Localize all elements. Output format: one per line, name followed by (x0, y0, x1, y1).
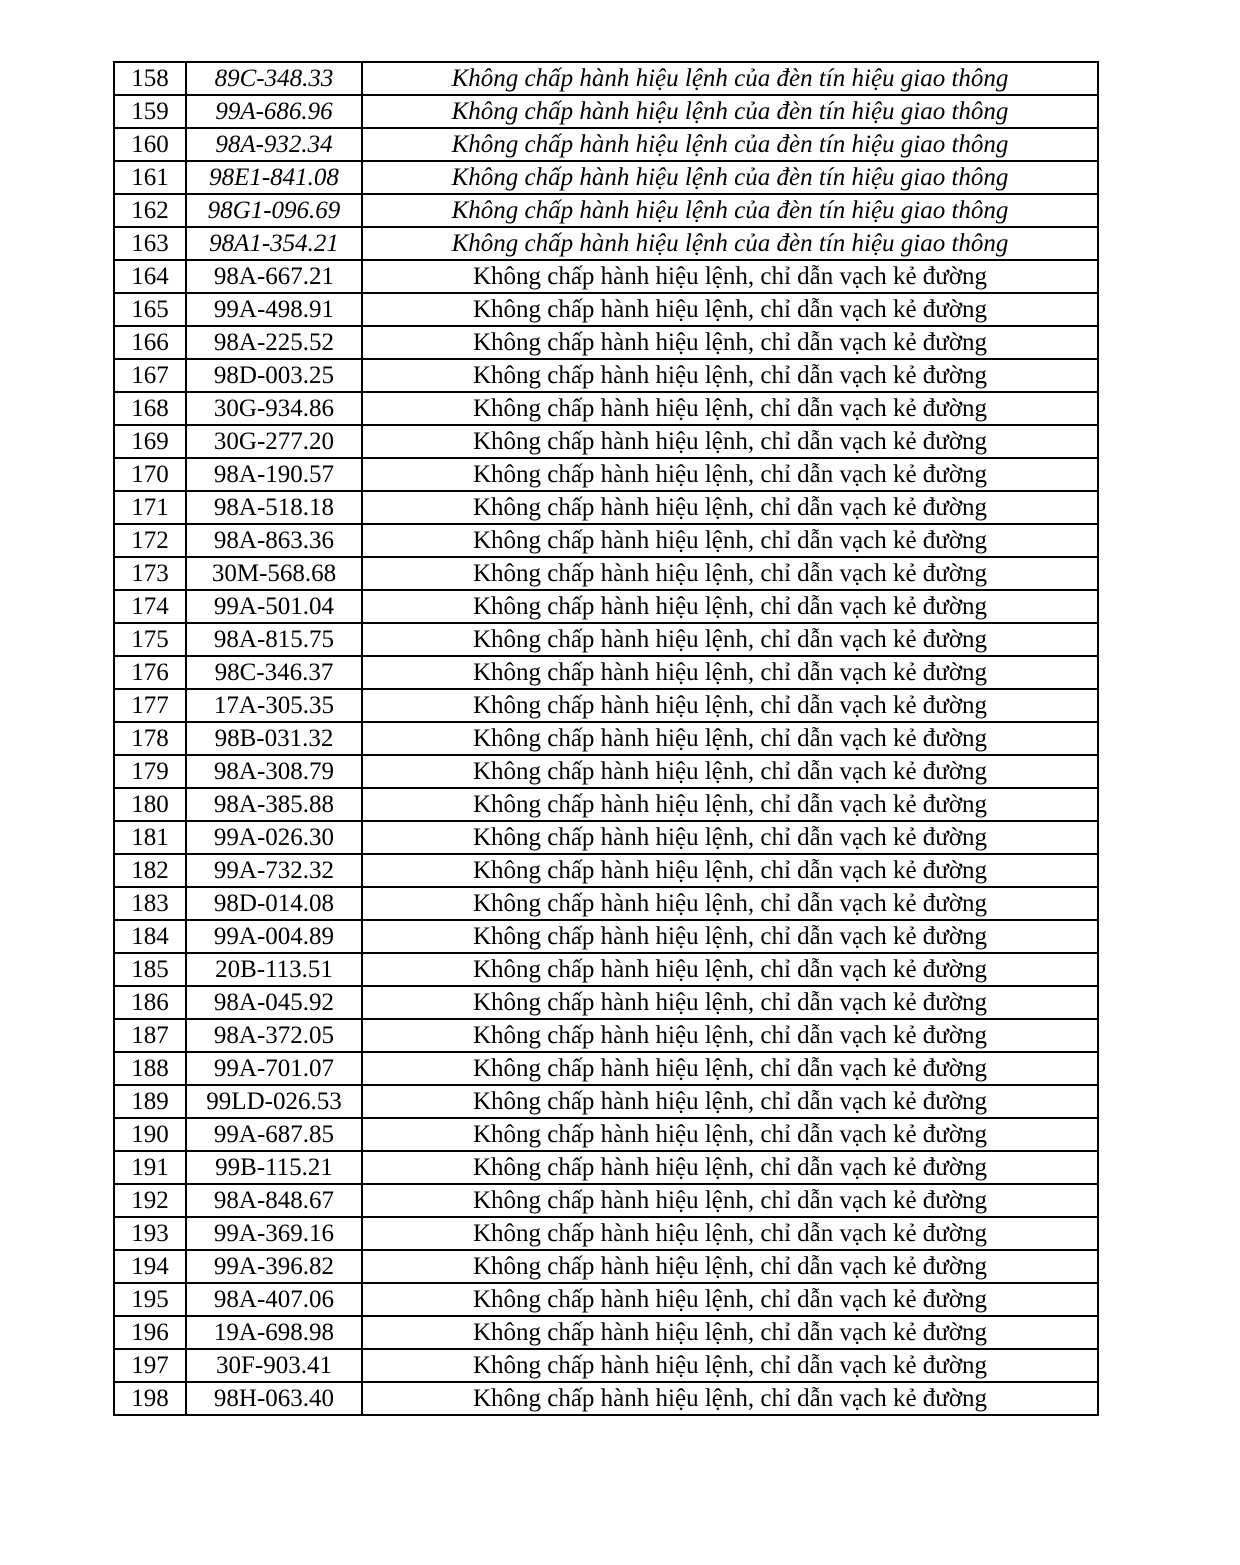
violation-cell: Không chấp hành hiệu lệnh, chỉ dẫn vạch kẻ đường (362, 1118, 1098, 1151)
violation-cell: Không chấp hành hiệu lệnh, chỉ dẫn vạch kẻ đường (362, 425, 1098, 458)
license-plate-cell: 99A-026.30 (186, 821, 362, 854)
table-row (114, 1085, 1098, 1118)
violation-cell: Không chấp hành hiệu lệnh, chỉ dẫn vạch kẻ đường (362, 392, 1098, 425)
license-plate-cell: 98B-031.32 (186, 722, 362, 755)
violation-cell: Không chấp hành hiệu lệnh, chỉ dẫn vạch kẻ đường (362, 1316, 1098, 1349)
table-row (114, 458, 1098, 491)
violation-cell: Không chấp hành hiệu lệnh, chỉ dẫn vạch kẻ đường (362, 458, 1098, 491)
table-row (114, 161, 1098, 194)
license-plate-cell: 98A-308.79 (186, 755, 362, 788)
violation-cell: Không chấp hành hiệu lệnh của đèn tín hiệu giao thông (362, 62, 1098, 95)
table-row (114, 788, 1098, 821)
table-row (114, 953, 1098, 986)
table-row (114, 557, 1098, 590)
violation-cell: Không chấp hành hiệu lệnh, chỉ dẫn vạch kẻ đường (362, 1151, 1098, 1184)
license-plate-cell: 98A-407.06 (186, 1283, 362, 1316)
violation-cell: Không chấp hành hiệu lệnh, chỉ dẫn vạch kẻ đường (362, 1250, 1098, 1283)
license-plate-cell: 98C-346.37 (186, 656, 362, 689)
row-number-cell: 165 (114, 293, 186, 326)
license-plate-cell: 98H-063.40 (186, 1382, 362, 1415)
table-row (114, 1349, 1098, 1382)
violation-cell: Không chấp hành hiệu lệnh, chỉ dẫn vạch kẻ đường (362, 524, 1098, 557)
table-row (114, 1118, 1098, 1151)
violation-cell: Không chấp hành hiệu lệnh, chỉ dẫn vạch kẻ đường (362, 557, 1098, 590)
license-plate-cell: 17A-305.35 (186, 689, 362, 722)
table-row (114, 1052, 1098, 1085)
row-number-cell: 193 (114, 1217, 186, 1250)
table-row (114, 1250, 1098, 1283)
violation-cell: Không chấp hành hiệu lệnh, chỉ dẫn vạch kẻ đường (362, 1382, 1098, 1415)
row-number-cell: 190 (114, 1118, 186, 1151)
license-plate-cell: 99A-498.91 (186, 293, 362, 326)
row-number-cell: 188 (114, 1052, 186, 1085)
violation-cell: Không chấp hành hiệu lệnh, chỉ dẫn vạch kẻ đường (362, 1217, 1098, 1250)
table-row (114, 689, 1098, 722)
row-number-cell: 184 (114, 920, 186, 953)
row-number-cell: 178 (114, 722, 186, 755)
license-plate-cell: 99A-004.89 (186, 920, 362, 953)
license-plate-cell: 98A-518.18 (186, 491, 362, 524)
table-row (114, 491, 1098, 524)
row-number-cell: 187 (114, 1019, 186, 1052)
table-row (114, 95, 1098, 128)
row-number-cell: 196 (114, 1316, 186, 1349)
row-number-cell: 174 (114, 590, 186, 623)
table-row (114, 1019, 1098, 1052)
violation-cell: Không chấp hành hiệu lệnh, chỉ dẫn vạch kẻ đường (362, 1019, 1098, 1052)
license-plate-cell: 99A-686.96 (186, 95, 362, 128)
license-plate-cell: 19A-698.98 (186, 1316, 362, 1349)
row-number-cell: 166 (114, 326, 186, 359)
row-number-cell: 163 (114, 227, 186, 260)
violation-cell: Không chấp hành hiệu lệnh, chỉ dẫn vạch kẻ đường (362, 1283, 1098, 1316)
license-plate-cell: 98A1-354.21 (186, 227, 362, 260)
violation-cell: Không chấp hành hiệu lệnh, chỉ dẫn vạch kẻ đường (362, 1085, 1098, 1118)
violation-cell: Không chấp hành hiệu lệnh, chỉ dẫn vạch kẻ đường (362, 722, 1098, 755)
table-row (114, 260, 1098, 293)
violation-cell: Không chấp hành hiệu lệnh của đèn tín hiệu giao thông (362, 194, 1098, 227)
violation-cell: Không chấp hành hiệu lệnh, chỉ dẫn vạch kẻ đường (362, 590, 1098, 623)
license-plate-cell: 98A-045.92 (186, 986, 362, 1019)
table-row (114, 425, 1098, 458)
violation-cell: Không chấp hành hiệu lệnh, chỉ dẫn vạch kẻ đường (362, 491, 1098, 524)
violation-cell: Không chấp hành hiệu lệnh, chỉ dẫn vạch kẻ đường (362, 1349, 1098, 1382)
row-number-cell: 181 (114, 821, 186, 854)
violation-cell: Không chấp hành hiệu lệnh của đèn tín hiệu giao thông (362, 95, 1098, 128)
row-number-cell: 171 (114, 491, 186, 524)
violation-cell: Không chấp hành hiệu lệnh, chỉ dẫn vạch kẻ đường (362, 326, 1098, 359)
table-row (114, 128, 1098, 161)
row-number-cell: 161 (114, 161, 186, 194)
table-row (114, 524, 1098, 557)
license-plate-cell: 98G1-096.69 (186, 194, 362, 227)
table-row (114, 722, 1098, 755)
row-number-cell: 186 (114, 986, 186, 1019)
row-number-cell: 185 (114, 953, 186, 986)
table-row (114, 887, 1098, 920)
license-plate-cell: 98A-863.36 (186, 524, 362, 557)
license-plate-cell: 30F-903.41 (186, 1349, 362, 1382)
license-plate-cell: 98A-815.75 (186, 623, 362, 656)
table-row (114, 1217, 1098, 1250)
license-plate-cell: 99A-732.32 (186, 854, 362, 887)
violation-cell: Không chấp hành hiệu lệnh, chỉ dẫn vạch kẻ đường (362, 260, 1098, 293)
row-number-cell: 167 (114, 359, 186, 392)
license-plate-cell: 99LD-026.53 (186, 1085, 362, 1118)
table-row (114, 326, 1098, 359)
row-number-cell: 158 (114, 62, 186, 95)
table-row (114, 920, 1098, 953)
table-row (114, 1184, 1098, 1217)
row-number-cell: 194 (114, 1250, 186, 1283)
row-number-cell: 159 (114, 95, 186, 128)
violation-cell: Không chấp hành hiệu lệnh, chỉ dẫn vạch kẻ đường (362, 986, 1098, 1019)
row-number-cell: 197 (114, 1349, 186, 1382)
license-plate-cell: 98D-003.25 (186, 359, 362, 392)
violation-cell: Không chấp hành hiệu lệnh, chỉ dẫn vạch kẻ đường (362, 788, 1098, 821)
license-plate-cell: 99A-396.82 (186, 1250, 362, 1283)
row-number-cell: 180 (114, 788, 186, 821)
license-plate-cell: 99A-501.04 (186, 590, 362, 623)
row-number-cell: 182 (114, 854, 186, 887)
row-number-cell: 164 (114, 260, 186, 293)
row-number-cell: 195 (114, 1283, 186, 1316)
row-number-cell: 192 (114, 1184, 186, 1217)
table-row (114, 623, 1098, 656)
row-number-cell: 179 (114, 755, 186, 788)
table-row (114, 1151, 1098, 1184)
violation-cell: Không chấp hành hiệu lệnh, chỉ dẫn vạch kẻ đường (362, 689, 1098, 722)
license-plate-cell: 99A-701.07 (186, 1052, 362, 1085)
table-row (114, 392, 1098, 425)
table-row (114, 656, 1098, 689)
table-body (114, 62, 1098, 1415)
row-number-cell: 176 (114, 656, 186, 689)
row-number-cell: 162 (114, 194, 186, 227)
table-row (114, 986, 1098, 1019)
license-plate-cell: 99B-115.21 (186, 1151, 362, 1184)
table-row (114, 755, 1098, 788)
table-row (114, 194, 1098, 227)
table-row (114, 821, 1098, 854)
license-plate-cell: 99A-687.85 (186, 1118, 362, 1151)
row-number-cell: 169 (114, 425, 186, 458)
license-plate-cell: 98A-372.05 (186, 1019, 362, 1052)
row-number-cell: 177 (114, 689, 186, 722)
license-plate-cell: 98D-014.08 (186, 887, 362, 920)
violation-cell: Không chấp hành hiệu lệnh, chỉ dẫn vạch kẻ đường (362, 920, 1098, 953)
table-row (114, 293, 1098, 326)
row-number-cell: 170 (114, 458, 186, 491)
row-number-cell: 191 (114, 1151, 186, 1184)
license-plate-cell: 98A-190.57 (186, 458, 362, 491)
row-number-cell: 168 (114, 392, 186, 425)
violation-cell: Không chấp hành hiệu lệnh, chỉ dẫn vạch kẻ đường (362, 293, 1098, 326)
license-plate-cell: 89C-348.33 (186, 62, 362, 95)
document-page (113, 61, 1097, 1416)
table-row (114, 1283, 1098, 1316)
violation-cell: Không chấp hành hiệu lệnh của đèn tín hiệu giao thông (362, 161, 1098, 194)
violation-cell: Không chấp hành hiệu lệnh của đèn tín hiệu giao thông (362, 227, 1098, 260)
license-plate-cell: 98A-932.34 (186, 128, 362, 161)
table-row (114, 359, 1098, 392)
row-number-cell: 175 (114, 623, 186, 656)
license-plate-cell: 99A-369.16 (186, 1217, 362, 1250)
row-number-cell: 173 (114, 557, 186, 590)
table-row (114, 1382, 1098, 1415)
violations-table (113, 61, 1099, 1416)
license-plate-cell: 98A-385.88 (186, 788, 362, 821)
row-number-cell: 198 (114, 1382, 186, 1415)
row-number-cell: 172 (114, 524, 186, 557)
table-row (114, 1316, 1098, 1349)
violation-cell: Không chấp hành hiệu lệnh, chỉ dẫn vạch kẻ đường (362, 755, 1098, 788)
row-number-cell: 160 (114, 128, 186, 161)
violation-cell: Không chấp hành hiệu lệnh, chỉ dẫn vạch kẻ đường (362, 623, 1098, 656)
license-plate-cell: 98A-667.21 (186, 260, 362, 293)
violation-cell: Không chấp hành hiệu lệnh của đèn tín hiệu giao thông (362, 128, 1098, 161)
license-plate-cell: 20B-113.51 (186, 953, 362, 986)
license-plate-cell: 98A-225.52 (186, 326, 362, 359)
violation-cell: Không chấp hành hiệu lệnh, chỉ dẫn vạch kẻ đường (362, 359, 1098, 392)
license-plate-cell: 30G-277.20 (186, 425, 362, 458)
violation-cell: Không chấp hành hiệu lệnh, chỉ dẫn vạch kẻ đường (362, 953, 1098, 986)
table-row (114, 227, 1098, 260)
violation-cell: Không chấp hành hiệu lệnh, chỉ dẫn vạch kẻ đường (362, 854, 1098, 887)
violation-cell: Không chấp hành hiệu lệnh, chỉ dẫn vạch kẻ đường (362, 887, 1098, 920)
license-plate-cell: 30M-568.68 (186, 557, 362, 590)
violation-cell: Không chấp hành hiệu lệnh, chỉ dẫn vạch kẻ đường (362, 1184, 1098, 1217)
license-plate-cell: 30G-934.86 (186, 392, 362, 425)
license-plate-cell: 98E1-841.08 (186, 161, 362, 194)
table-row (114, 590, 1098, 623)
violation-cell: Không chấp hành hiệu lệnh, chỉ dẫn vạch kẻ đường (362, 821, 1098, 854)
violation-cell: Không chấp hành hiệu lệnh, chỉ dẫn vạch kẻ đường (362, 656, 1098, 689)
violation-cell: Không chấp hành hiệu lệnh, chỉ dẫn vạch kẻ đường (362, 1052, 1098, 1085)
table-row (114, 62, 1098, 95)
table-row (114, 854, 1098, 887)
row-number-cell: 183 (114, 887, 186, 920)
row-number-cell: 189 (114, 1085, 186, 1118)
license-plate-cell: 98A-848.67 (186, 1184, 362, 1217)
